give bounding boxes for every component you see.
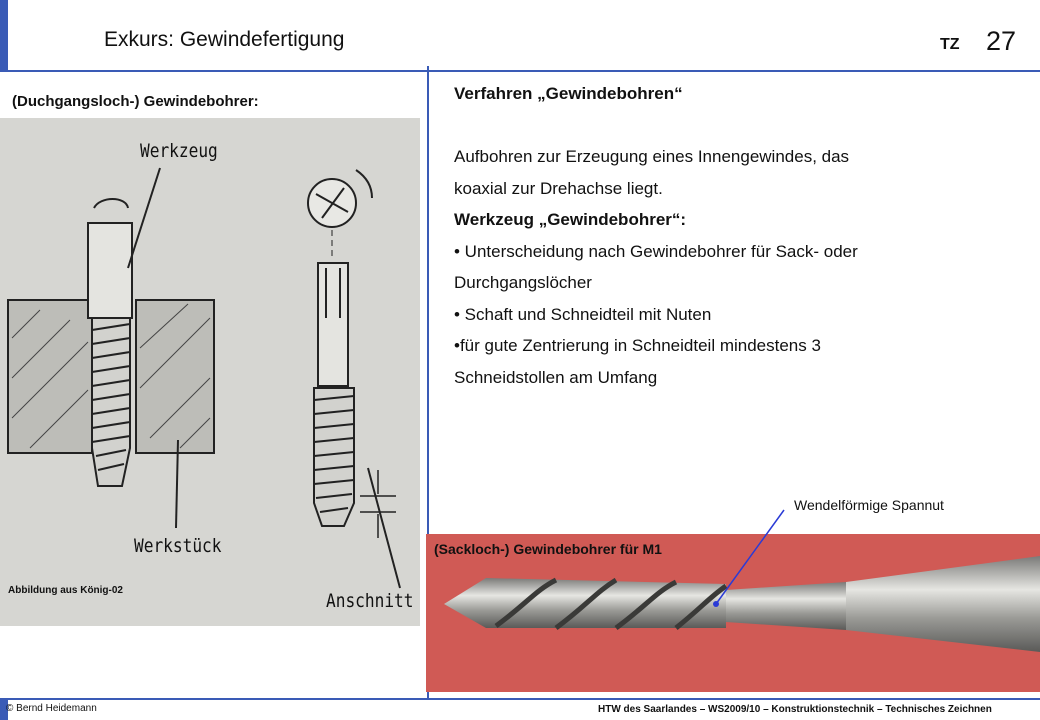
footer-copyright: © Bernd Heidemann: [6, 703, 97, 714]
rotation-arrow: [94, 199, 128, 208]
heading-werkzeug: Werkzeug „Gewindebohrer“:: [454, 210, 687, 229]
werkzeug-leader: [128, 168, 160, 268]
annotation-spannut: Wendelförmige Spannut: [794, 497, 944, 513]
para-line-1: Aufbohren zur Erzeugung eines Innengewindes, das: [454, 147, 850, 166]
figure-caption: Abbildung aus König-02: [8, 585, 123, 596]
side-tap-shank: [318, 263, 348, 386]
footer-institution: HTW des Saarlandes – WS2009/10 – Konstruktionstechnik – Technisches Zeichnen: [598, 704, 992, 715]
bullet-1-line-1: • Unterscheidung nach Gewindebohrer für Sack- oder: [454, 241, 858, 261]
header-rule: [0, 70, 1040, 72]
header-tag: TZ: [940, 36, 960, 53]
body-text: [454, 78, 1024, 393]
heading-verfahren: Verfahren „Gewindebohren“: [454, 84, 683, 103]
tool-shank: [88, 223, 132, 318]
side-tap-thread: [314, 388, 354, 526]
left-heading: (Duchgangsloch-) Gewindebohrer:: [12, 93, 259, 110]
tap-shank: [846, 556, 1040, 652]
bullet-2: • Schaft und Schneidteil mit Nuten: [454, 304, 712, 324]
bullet-3-line-1: •für gute Zentrierung in Schneidteil mindestens 3: [454, 336, 821, 355]
cross-section-arrow: [356, 170, 372, 198]
label-werkzeug: Werkzeug: [140, 140, 218, 162]
workpiece-left: [8, 300, 92, 453]
page-number: 27: [986, 26, 1017, 56]
spannut-leader: [700, 506, 790, 616]
slide-title: Exkurs: Gewindefertigung: [104, 28, 345, 51]
header-accent-bar: [0, 0, 8, 72]
anschnitt-leader: [368, 468, 400, 588]
bullet-3-line-2: Schneidstollen am Umfang: [454, 367, 658, 387]
photo-caption: (Sackloch-) Gewindebohrer für M1: [434, 541, 662, 557]
label-anschnitt: Anschnitt: [326, 590, 414, 612]
footer-rule: [0, 698, 1040, 700]
workpiece-right: [136, 300, 214, 453]
para-line-2: koaxial zur Drehachse liegt.: [454, 178, 663, 198]
label-werkstueck: Werkstück: [134, 535, 222, 557]
bullet-1-line-2: Durchgangslöcher: [454, 273, 592, 292]
